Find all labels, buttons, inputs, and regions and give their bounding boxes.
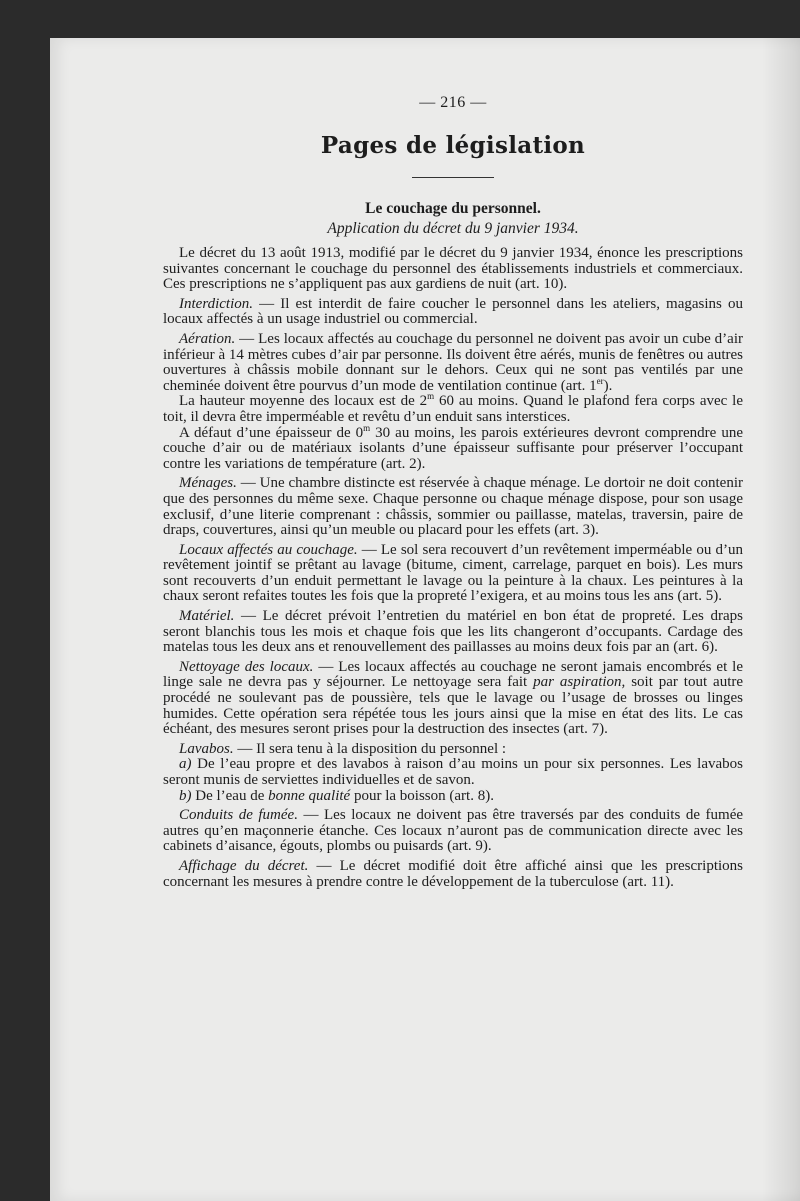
page-content [163,94,743,894]
paragraph-text-tail: ). [603,377,613,394]
paragraph-text: — Le décret prévoit l’entretien du matériel en bon état de propreté. Les draps seront blanchis tous les mois et chaque fois que les lits changeront d’occupants. Cardage des matelas tous les deux ans et renouvellement des paillasses au moins deux fois par an (art. 6). [163,608,743,656]
paragraph-text: De l’eau de [191,787,269,804]
emphasis-text: par aspiration, [533,674,626,691]
paragraph-lead: a) [179,756,192,773]
superscript: er [596,375,604,386]
paragraph-lead: Ménages. [179,475,237,492]
title-divider [412,177,494,178]
paragraph-lead: Nettoyage des locaux. [179,658,314,675]
paragraph [163,789,743,805]
paragraph-lead: Conduits de fumée. [179,807,298,824]
paragraph-text-tail: soit par tout autre procédé ne soulevant pas de poussière, tels que le lavage ou l’usage de brosses ou linges humides. Cette opération sera répétée tous les jours ainsi que la mise en état des lits. Le cas échéant, des mesures seront prises pour la destruction des insectes (art. 7). [163,674,744,738]
paragraph-text: La hauteur moyenne des locaux est de 2 [179,393,428,410]
paragraph [163,742,743,758]
paragraph [163,332,743,394]
paragraph-lead: Locaux affectés au couchage. [179,541,358,558]
paragraph-text: De l’eau propre et des lavabos à raison d’au moins un pour six personnes. Les lavabos seront munis de serviettes individuelles et de savon. [163,756,743,788]
paragraph-text: — Les locaux affectés au couchage ne seront jamais encombrés et le linge sale ne devra pas y séjourner. Le nettoyage sera fait [163,658,743,691]
page-number: — 216 — [419,94,487,111]
paragraph-text: — Le décret modifié doit être affiché ainsi que les prescriptions concernant les mesures à prendre contre le développement de la tuberculose (art. 11). [163,857,743,890]
paragraph [163,476,743,538]
paragraph-text: — Les locaux affectés au couchage du personnel ne doivent pas avoir un cube d’air inférieur à 14 mètres cubes d’air par personne. Ils doivent être aérés, munis de fenêtres ou autres ouvertures à châssis mobile donnant sur le dehors. Ceux qui ne sont pas ventilés par une cheminée doivent être pourvus d’un mode de ventilation continue (art. 1 [163,330,743,394]
paragraph [163,297,743,328]
paragraph-text: — Il est interdit de faire coucher le personnel dans les ateliers, magasins ou locaux affectés à un usage industriel ou commercial. [163,295,743,328]
paragraph [163,859,743,890]
emphasis-text: bonne qualité [268,787,351,804]
paragraph-text-tail: 30 au moins, les parois extérieures devront comprendre une couche d’air ou de matériaux isolants d’une épaisseur suffisante pour préserver l’occupant contre les variations de température (art. 2). [163,424,743,472]
superscript: m [363,422,371,433]
section-title: Pages de législation [320,132,586,159]
paragraph [163,391,743,425]
paragraph-lead: Affichage du décret. [179,857,309,874]
superscript: m [427,391,435,402]
paragraph [163,422,743,473]
document-page [50,38,800,1201]
article-body [163,246,743,890]
paragraph [163,246,743,293]
paragraph [163,609,743,656]
paragraph [163,757,743,788]
paragraph-lead: Interdiction. [179,295,254,312]
paragraph-lead: Matériel. [179,608,235,625]
paragraph-text-tail: pour la boisson (art. 8). [350,787,494,804]
paragraph [163,660,743,738]
paragraph-text: — Les locaux ne doivent pas être traversés par des conduits de fumée autres qu’en maçonnerie étanche. Ces locaux n’auront pas de communication directe avec les cabinets d’aisance, égouts, plombs ou puisards (art. 9). [163,807,744,855]
paragraph [163,808,743,855]
paragraph-lead: Lavabos. [179,740,234,757]
page-gutter-shadow [762,38,800,1201]
paragraph-text: A défaut d’une épaisseur de 0 [179,424,364,441]
paragraph-text: — Il sera tenu à la disposition du personnel : [233,740,507,757]
article-subtitle: Application du décret du 9 janvier 1934. [327,220,579,237]
paragraph-lead: b) [179,787,192,804]
article-title: Le couchage du personnel. [365,200,541,217]
paragraph [163,543,743,605]
paragraph-text: Le décret du 13 août 1913, modifié par le décret du 9 janvier 1934, énonce les prescriptions suivantes concernant le couchage du personnel des établissements industriels et commerciaux. Ces prescriptions ne s’appliquent pas aux gardiens de nuit (art. 10). [163,245,743,293]
paragraph-text-tail: 60 au moins. Quand le plafond fera corps avec le toit, il devra être imperméable et revêtu d’un enduit sans interstices. [163,393,743,425]
paragraph-text: — Une chambre distincte est réservée à chaque ménage. Le dortoir ne doit contenir que des personnes du même sexe. Chaque personne ou chaque ménage dispose, pour son usage exclusif, d’une literie comprenant : châssis, sommier ou paillasse, matelas, traversin, paire de draps, couvertures, ainsi qu’un meuble ou placard pour les effets (art. 3). [163,475,743,539]
paragraph-lead: Aération. [179,330,236,347]
paragraph-text: — Le sol sera recouvert d’un revêtement imperméable ou d’un revêtement jointif se prêtant au lavage (bitume, ciment, carrelage, parquet en bois). Les murs sont recouverts d’un enduit permettant le lavage ou la peinture à la chaux. Les peintures à la chaux seront refaites toutes les fois que la propreté l’exigera, et au moins tous les ans (art. 5). [163,541,743,605]
